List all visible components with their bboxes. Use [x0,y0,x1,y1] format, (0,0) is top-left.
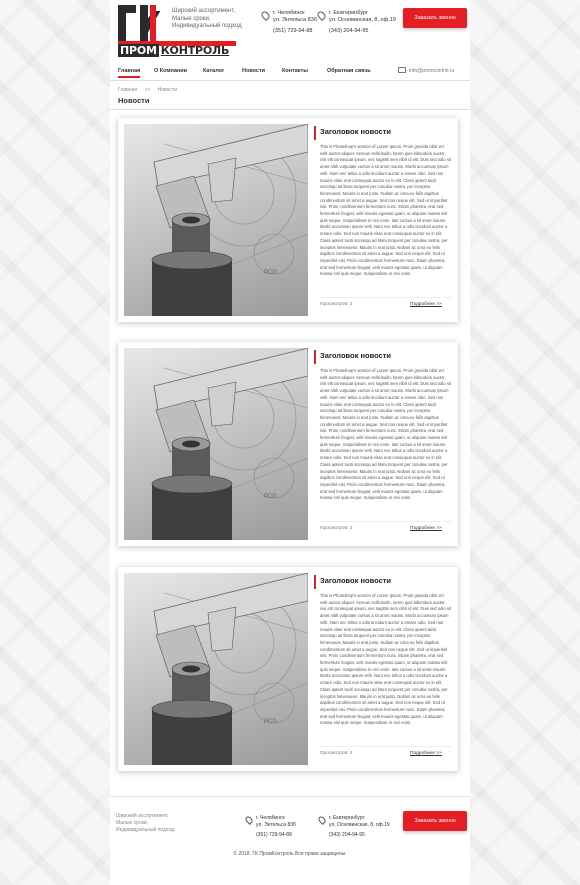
envelope-icon [398,67,406,73]
accent-bar [314,350,316,364]
page-title: Новости [118,96,150,105]
news-title[interactable]: Заголовок новости [320,351,392,360]
contact-chelyabinsk: г. Челябинск ул. Энтельса 83б (351) 729-94-88 [262,10,326,35]
views-count: Просмотров: 2 [320,751,353,756]
location-pin-icon [316,10,327,21]
news-title[interactable]: Заголовок новости [320,576,392,585]
page [110,0,470,885]
svg-text:PCD: PCD [264,494,277,500]
phone-ekaterinburg[interactable]: (343) 204-94-95 [329,28,369,34]
views-count: Просмотров: 2 [320,526,353,531]
copyright: © 2018. ГК ПромКонтроль Все права защищены. [233,851,347,857]
read-more-link[interactable]: Подробнее >> [410,302,442,307]
accent-bar [314,575,316,589]
footer-contact-chelyabinsk: г. Челябинск ул. Энтельса 83б (351) 729-94-88 [246,815,296,839]
nav-item-catalog[interactable]: Каталог [203,68,225,74]
main-nav [110,62,470,81]
footer [110,796,470,885]
phone-chelyabinsk[interactable]: (351) 729-94-88 [273,28,313,34]
accent-bar [314,126,316,140]
location-pin-icon [317,815,327,825]
header [110,0,470,62]
news-image[interactable] [124,124,308,316]
footer-phone-ekaterinburg[interactable]: (343) 204-94-95 [329,832,365,838]
nav-item-contacts[interactable]: Контакты [282,68,308,74]
logo-mark-icon [118,5,156,41]
divider [320,297,452,298]
breadcrumb [118,87,183,93]
news-excerpt: This is Photoshop's version of Lorem Ipsum. Proin gravida nibh vel velit auctor aliquet. Aenean sollicitudin, lorem quis bibendum auctor, nisi elit consequat ipsum, nec sagittis sem nibh id elit. Duis sed odio sit amet nibh vulputate cursus a sit amet mauris. Morbi accumsan ipsum velit. Nam nec tellus a odio tincidunt auctor a ornare odio. Sed non mauris vitae erat consequat auctor eu in elit. Class aptent taciti sociosqu ad litora torquent per conubia nostra, per inceptos himenaeos. Mauris in erat justo. Nullam ac urna eu felis dapibus condimentum sit amet a augue. Sed non neque elit. Sed ut imperdiet nisi. Proin condimentum fermentum nunc. Etiam pharetra, erat sed fermentum feugiat, velit mauris egestas quam, ut aliquam massa nisl quis neque. Suspendisse in orci enim. tate cursus a sit amet mauris. Morbi accumsan ipsum velit. Nam nec tellus a odio tincidunt auctor a ornare odio. Sed non mauris vitae erat consequat auctor eu in elit. Class aptent taciti sociosqu ad litora torquent per conubia nostra, per inceptos himenaeos. Mauris in erat justo. Nullam ac urna eu felis dapibus condimentum sit amet a augue. Sed non neque elit. Sed ut imperdiet nisi. Proin condimentum fermentum nunc. Etiam pharetra, erat sed fermentum feugiat, velit mauris egestas quam, ut aliquam massa nisl quis neque. Suspendisse in orci enim. [320,368,452,501]
news-image[interactable] [124,348,308,540]
contact-ekaterinburg: г. Екатеринбург ул. Основинская, 8, оф.19 (343) 204-94-95 [318,10,398,35]
breadcrumb-current: Новости [157,87,178,93]
read-more-link[interactable]: Подробнее >> [410,751,442,756]
order-call-button[interactable]: Заказать звонок [403,8,467,28]
breadcrumb-separator: >> [144,87,151,93]
read-more-link[interactable]: Подробнее >> [410,526,442,531]
views-count: Просмотров: 2 [320,302,353,307]
news-card [118,342,458,546]
nav-item-news[interactable]: Новости [242,68,266,74]
nav-item-about[interactable]: О Компании [154,68,187,74]
location-pin-icon [260,10,271,21]
logo-text: ПРОМ КОНТРОЛЬ [120,44,230,57]
svg-text:PCD: PCD [264,719,277,725]
svg-text:PCD: PCD [264,270,277,276]
news-excerpt: This is Photoshop's version of Lorem Ipsum. Proin gravida nibh vel velit auctor aliquet. Aenean sollicitudin, lorem quis bibendum auctor, nisi elit consequat ipsum, nec sagittis sem nibh id elit. Duis sed odio sit amet nibh vulputate cursus a sit amet mauris. Morbi accumsan ipsum velit. Nam nec tellus a odio tincidunt auctor a ornare odio. Sed non mauris vitae erat consequat auctor eu in elit. Class aptent taciti sociosqu ad litora torquent per conubia nostra, per inceptos himenaeos. Mauris in erat justo. Nullam ac urna eu felis dapibus condimentum sit amet a augue. Sed non neque elit. Sed ut imperdiet nisi. Proin condimentum fermentum nunc. Etiam pharetra, erat sed fermentum feugiat, velit mauris egestas quam, ut aliquam massa nisl quis neque. Suspendisse in orci enim. tate cursus a sit amet mauris. Morbi accumsan ipsum velit. Nam nec tellus a odio tincidunt auctor a ornare odio. Sed non mauris vitae erat consequat auctor eu in elit. Class aptent taciti sociosqu ad litora torquent per conubia nostra, per inceptos himenaeos. Mauris in erat justo. Nullam ac urna eu felis dapibus condimentum sit amet a augue. Sed non neque elit. Sed ut imperdiet nisi. Proin condimentum fermentum nunc. Etiam pharetra, erat sed fermentum feugiat, velit mauris egestas quam, ut aliquam massa nisl quis neque. Suspendisse in orci enim. [320,593,452,726]
footer-tagline: Широкий ассортимент, Малые сроки, Индивидуальный подход [116,813,175,833]
header-tagline: Широкий ассортимент, Малые сроки, Индивидуальный подход [172,8,242,29]
nav-item-home[interactable]: Главная [118,66,140,78]
news-card [118,118,458,322]
footer-order-call-button[interactable]: Заказать звонок [403,811,467,831]
divider [320,746,452,747]
news-image[interactable] [124,573,308,765]
divider [320,521,452,522]
nav-item-feedback[interactable]: Обратная связь [327,68,371,74]
breadcrumb-home[interactable]: Главная [118,87,138,93]
nav-email[interactable]: info@promcontrol.ru [398,66,454,76]
news-title[interactable]: Заголовок новости [320,127,392,136]
location-pin-icon [244,815,254,825]
news-excerpt: This is Photoshop's version of Lorem Ipsum. Proin gravida nibh vel velit auctor aliquet. Aenean sollicitudin, lorem quis bibendum auctor, nisi elit consequat ipsum, nec sagittis sem nibh id elit. Duis sed odio sit amet nibh vulputate cursus a sit amet mauris. Morbi accumsan ipsum velit. Nam nec tellus a odio tincidunt auctor a ornare odio. Sed non mauris vitae erat consequat auctor eu in elit. Class aptent taciti sociosqu ad litora torquent per conubia nostra, per inceptos himenaeos. Mauris in erat justo. Nullam ac urna eu felis dapibus condimentum sit amet a augue. Sed non neque elit. Sed ut imperdiet nisi. Proin condimentum fermentum nunc. Etiam pharetra, erat sed fermentum feugiat, velit mauris egestas quam, ut aliquam massa nisl quis neque. Suspendisse in orci enim. tate cursus a sit amet mauris. Morbi accumsan ipsum velit. Nam nec tellus a odio tincidunt auctor a ornare odio. Sed non mauris vitae erat consequat auctor eu in elit. Class aptent taciti sociosqu ad litora torquent per conubia nostra, per inceptos himenaeos. Mauris in erat justo. Nullam ac urna eu felis dapibus condimentum sit amet a augue. Sed non neque elit. Sed ut imperdiet nisi. Proin condimentum fermentum nunc. Etiam pharetra, erat sed fermentum feugiat, velit mauris egestas quam, ut aliquam massa nisl quis neque. Suspendisse in orci enim. [320,144,452,277]
footer-contact-ekaterinburg: г. Екатеринбург ул. Основинская, 8, оф.19 (343) 204-94-95 [319,815,390,839]
news-card [118,567,458,771]
footer-phone-chelyabinsk[interactable]: (351) 729-94-88 [256,832,292,838]
divider [110,109,470,110]
